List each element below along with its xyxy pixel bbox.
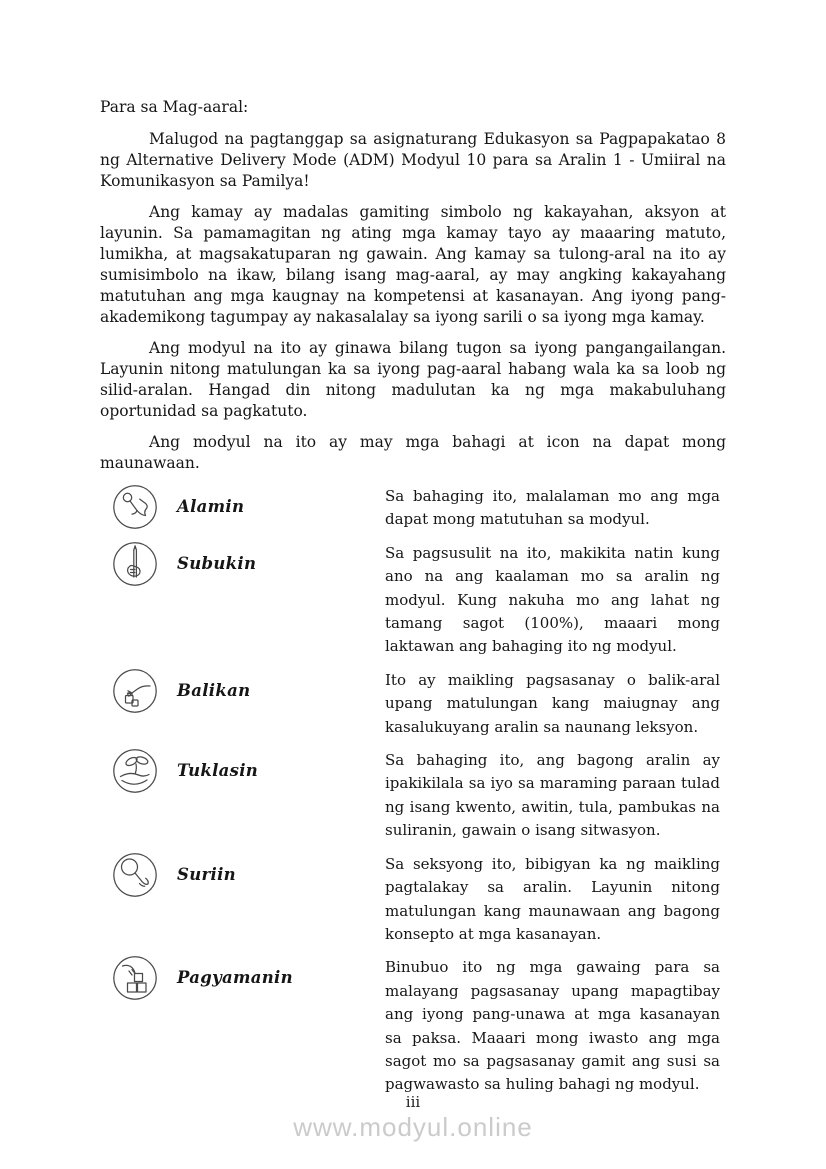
module-part-label: Subukin xyxy=(177,553,257,573)
module-part-row-tuklasin xyxy=(100,748,726,843)
paragraph-hand-symbol: Ang kamay ay madalas gamiting simbolo ng kakayahan, aksyon at layunin. Sa pamamagitan ng ating mga kamay tayo ay maaaring matuto, lumikha, at magsakatuparan ng gawain. Ang kamay sa tulong-aral na ito ay sumisimbolo na ikaw, bilang isang mag-aaral, ay may angking kakayahang matutuhan ang mga kaugnay na kompetensi at kasanayan. Ang iyong pang-akademikong tagumpay ay nakasalalay sa iyong sarili o sa iyong mga kamay. xyxy=(100,203,726,326)
module-part-description: Sa pagsusulit na ito, makikita natin kung ano na ang kaalaman mo sa aralin ng modyul. Kung nakuha mo ang lahat ng tamang sagot (100%), maaari mong laktawan ang bahaging ito ng modyul. xyxy=(385,543,720,656)
page-heading: Para sa Mag-aaral: xyxy=(100,98,249,116)
watermark: www.modyul.online xyxy=(293,1112,533,1142)
module-part-description: Binubuo ito ng mga gawaing para sa malayang pagsasanay upang mapagtibay ang iyong pang-unawa at mga kasanayan sa paksa. Maaari mong iwasto ang mga sagot mo sa pagsasanay gamit ang susi sa pagwawasto sa huling bahagi ng modyul. xyxy=(385,958,720,1094)
hand-holding-pencil-icon xyxy=(112,541,158,587)
hand-pressing-button-icon xyxy=(112,484,158,530)
module-part-label: Tuklasin xyxy=(177,761,259,781)
hand-stacking-blocks-icon xyxy=(112,955,158,1001)
paragraph-welcome: Malugod na pagtanggap sa asignaturang Edukasyon sa Pagpapakatao 8 ng Alternative Delivery Mode (ADM) Modyul 10 para sa Aralin 1 - Umiiral na Komunikasyon sa Pamilya! xyxy=(100,130,726,190)
module-part-description: Sa bahaging ito, malalaman mo ang mga dapat mong matutuhan sa modyul. xyxy=(385,487,720,529)
module-part-label: Balikan xyxy=(177,680,251,700)
module-part-description: Ito ay maikling pagsasanay o balik-aral upang matulungan kang maiugnay ang kasalukuyang aralin sa naunang leksyon. xyxy=(385,670,720,736)
module-part-description: Sa bahaging ito, ang bagong aralin ay ipakikilala sa iyo sa maraming paraan tulad ng isang kwento, awitin, tula, pambukas na suliranin, gawain o isang sitwasyon. xyxy=(385,751,720,840)
module-part-label: Pagyamanin xyxy=(177,968,293,988)
module-part-description: Sa seksyong ito, bibigyan ka ng maikling pagtalakay sa aralin. Layunin nitong matulungan kang maunawaan ang bagong konsepto at mga kasanayan. xyxy=(385,854,720,943)
module-part-label: Alamin xyxy=(177,497,245,516)
module-part-row-suriin xyxy=(100,852,726,947)
module-parts-table xyxy=(100,484,726,1097)
module-part-row-alamin xyxy=(100,484,726,532)
module-part-row-subukin xyxy=(100,541,726,659)
module-part-row-pagyamanin xyxy=(100,955,726,1096)
module-part-label: Suriin xyxy=(177,864,236,884)
paragraph-icons-intro: Ang modyul na ito ay may mga bahagi at icon na dapat mong maunawaan. xyxy=(100,433,726,472)
page-number: iii xyxy=(405,1093,421,1111)
hand-with-puzzle-pieces-icon xyxy=(112,668,158,714)
hand-holding-sprout-icon xyxy=(112,748,158,794)
module-part-row-balikan xyxy=(100,668,726,739)
paragraph-module-purpose: Ang modyul na ito ay ginawa bilang tugon sa iyong pangangailangan. Layunin nitong matulungan ka sa iyong pag-aaral habang wala ka sa loob ng silid-aralan. Hangad din nitong madulutan ka ng mga makabuluhang oportunidad sa pagkatuto. xyxy=(100,339,726,420)
hand-holding-magnifier-icon xyxy=(112,852,158,898)
